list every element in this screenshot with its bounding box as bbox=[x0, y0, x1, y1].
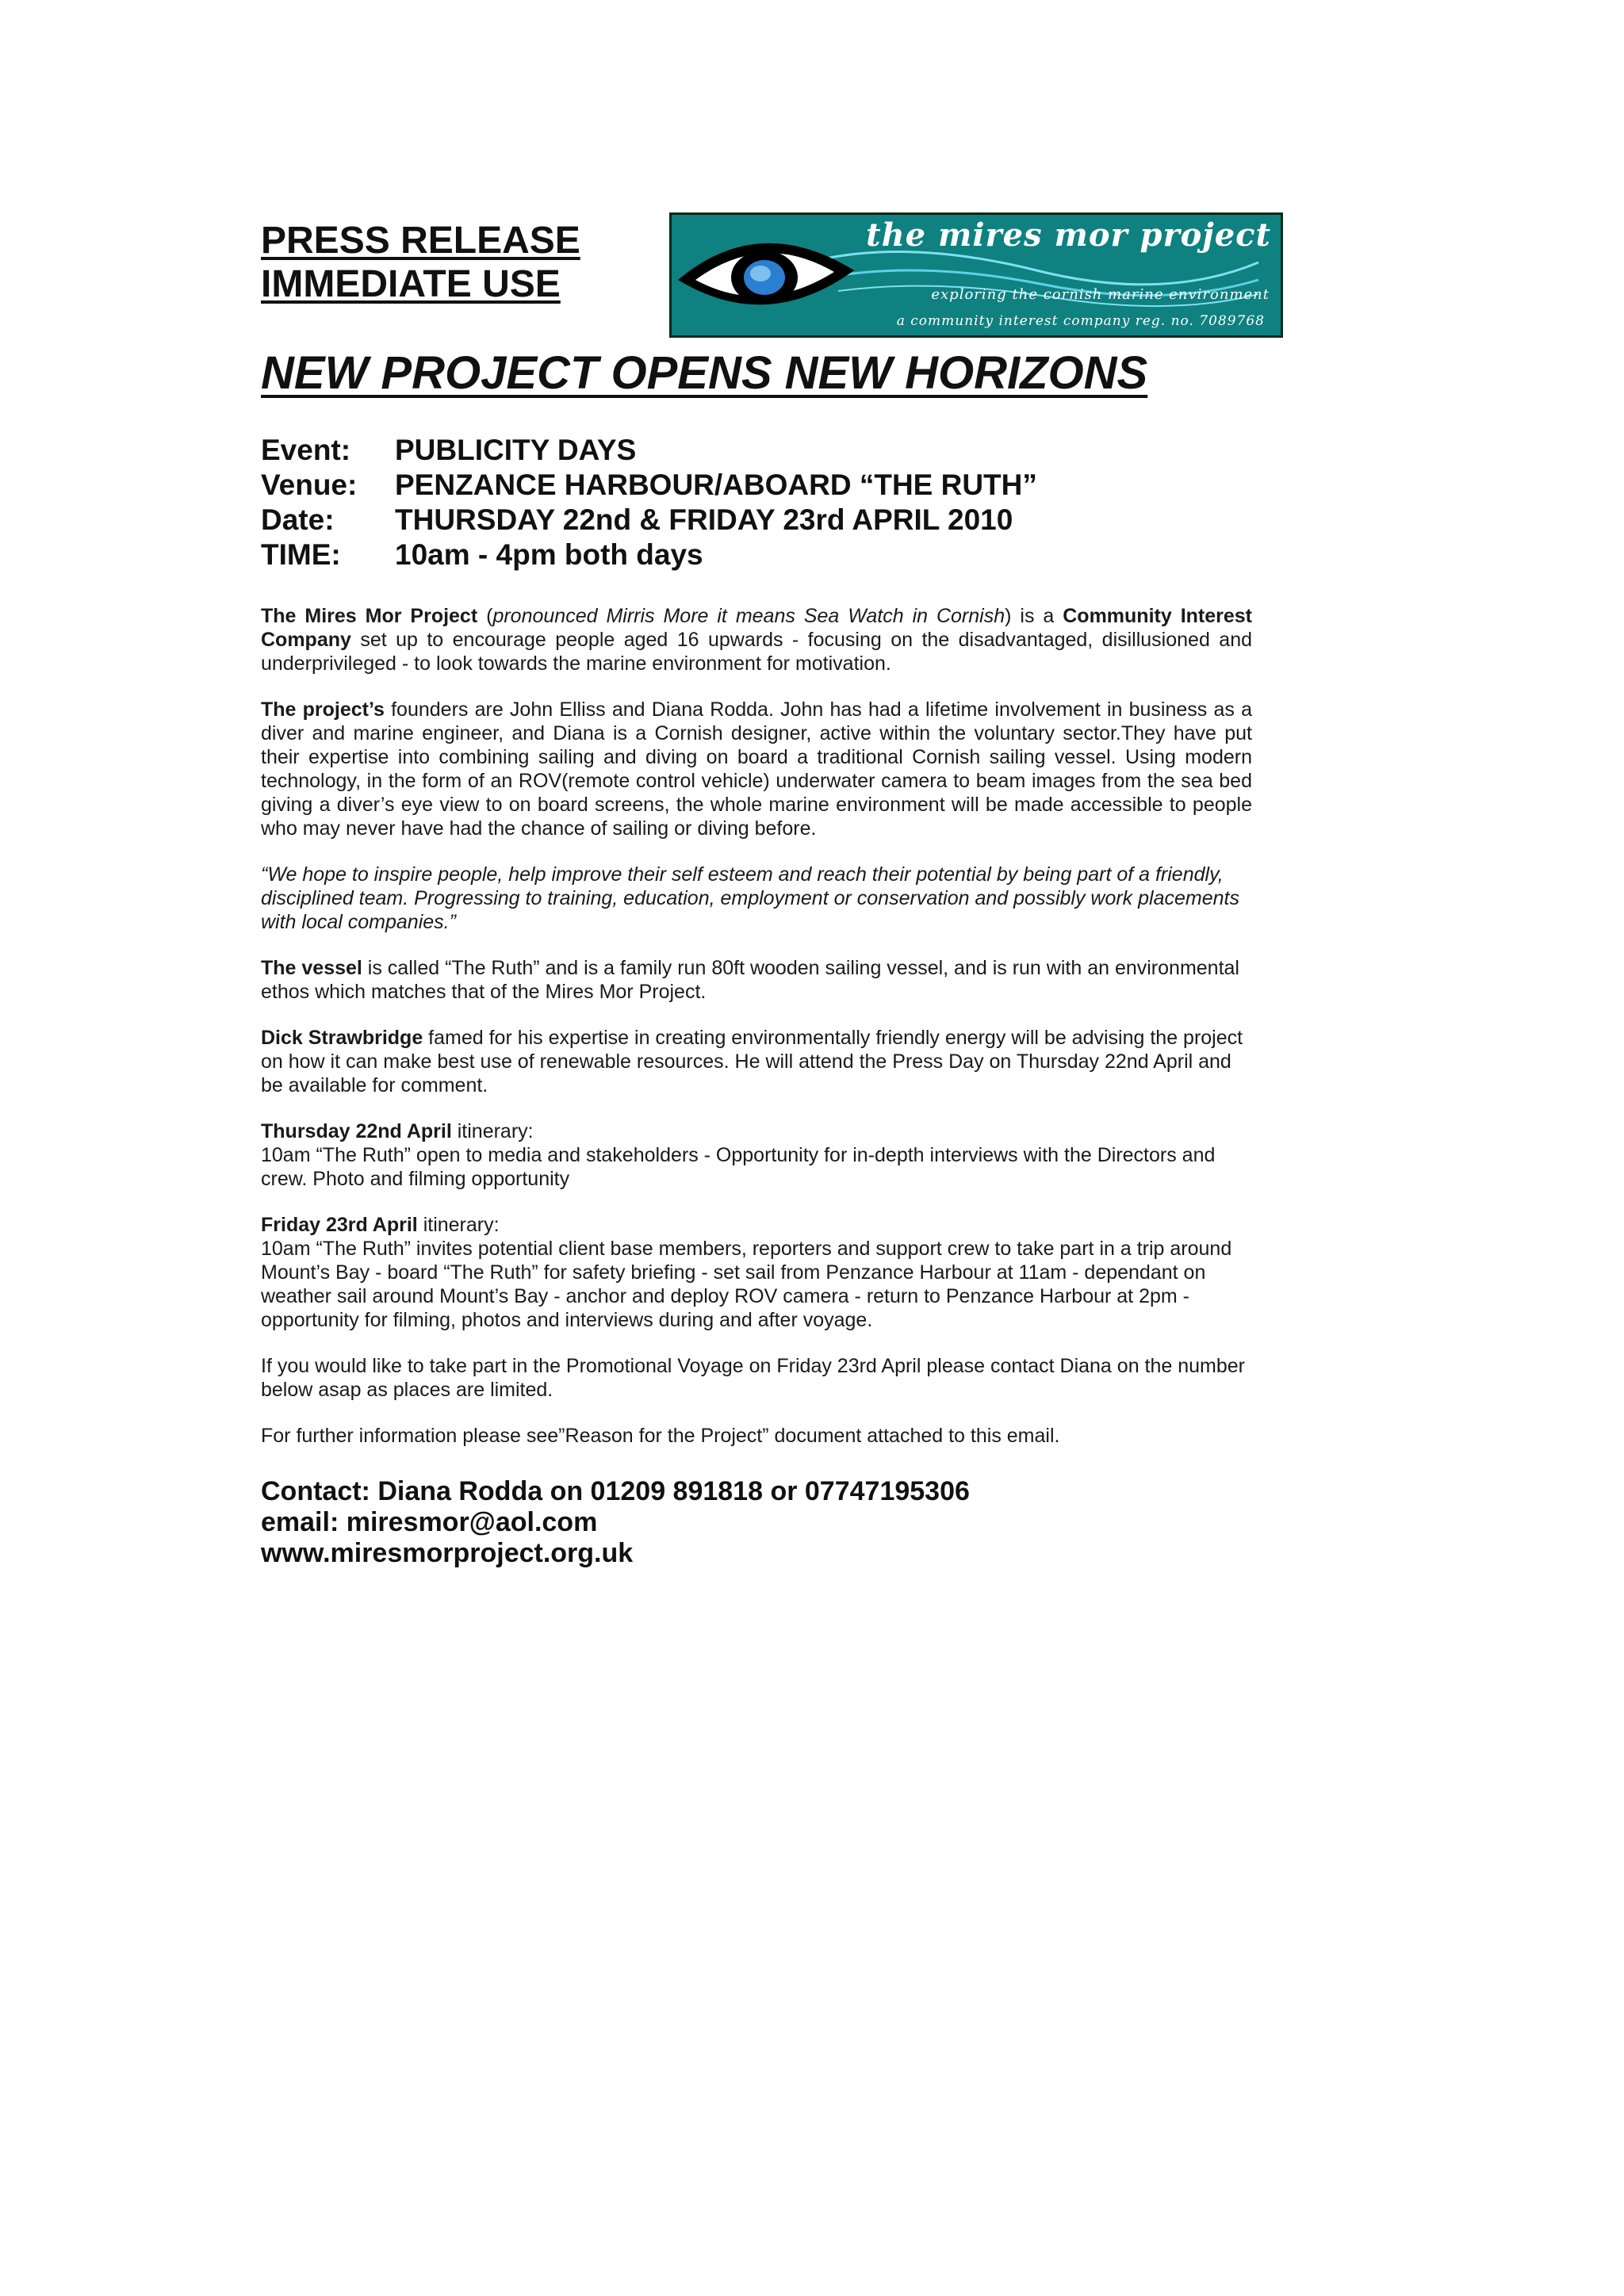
logo-company-line: a community interest company reg. no. 7089768 bbox=[896, 313, 1265, 329]
detail-value: PENZANCE HARBOUR/ABOARD “THE RUTH” bbox=[395, 469, 1037, 501]
detail-value: PUBLICITY DAYS bbox=[395, 434, 637, 466]
detail-row-date bbox=[261, 503, 1037, 538]
detail-row-time bbox=[261, 538, 1037, 572]
mires-mor-logo bbox=[669, 212, 1283, 338]
press-release-line: PRESS RELEASE bbox=[261, 220, 580, 262]
paragraph-further-info: For further information please see”Reason for the Project” document attached to this email. bbox=[261, 1425, 1060, 1447]
headline: NEW PROJECT OPENS NEW HORIZONS bbox=[261, 347, 1148, 399]
contact-website[interactable]: www.miresmorproject.org.uk bbox=[261, 1538, 634, 1568]
contact-email[interactable]: email: miresmor@aol.com bbox=[261, 1507, 598, 1537]
thursday-heading: Thursday 22nd April bbox=[261, 1120, 452, 1142]
text-run: itinerary: bbox=[451, 1120, 534, 1142]
press-release-body bbox=[261, 604, 1252, 1470]
contact-phone: Contact: Diana Rodda on 01209 891818 or 07747195306 bbox=[261, 1476, 970, 1506]
friday-heading: Friday 23rd April bbox=[261, 1214, 418, 1236]
immediate-use-line: IMMEDIATE USE bbox=[261, 263, 561, 305]
company-type: Community Interest Company bbox=[261, 605, 1253, 651]
paragraph-quote: “We hope to inspire people, help improve their self esteem and reach their potential by being part of a friendly, disciplined team. Progressing to training, education, employment or conservation and possibly work placements with local companies.” bbox=[261, 863, 1239, 933]
detail-label: Venue: bbox=[261, 469, 358, 501]
founders-lead: The project’s bbox=[261, 698, 385, 721]
paragraph-founders bbox=[261, 698, 1252, 840]
detail-value: 10am - 4pm both days bbox=[395, 538, 703, 571]
logo-title: the mires mor project bbox=[866, 216, 1271, 254]
paragraph-thursday-itinerary bbox=[261, 1119, 1252, 1191]
paragraph-dick-strawbridge bbox=[261, 1026, 1252, 1097]
detail-row-event bbox=[261, 433, 1037, 468]
thursday-details: 10am “The Ruth” open to media and stakeholders - Opportunity for in-depth interviews with the Directors and crew. Photo and filming opportunity bbox=[261, 1144, 1216, 1190]
event-details bbox=[261, 433, 1037, 572]
text-run: famed for his expertise in creating environmentally friendly energy will be advising the project on how it can make best use of renewable resources. He will attend the Press Day on Thursday 22nd April and be available for comment. bbox=[261, 1027, 1243, 1096]
friday-details: 10am “The Ruth” invites potential client base members, reporters and support crew to take part in a trip around Mount’s Bay - board “The Ruth” for safety briefing - set sail from Penzance Harbour at 11am - dependant on weather sail around Mount’s Bay - anchor and deploy ROV camera - return to Penzance Harbour at 2pm - opportunity for filming, photos and interviews during and after voyage. bbox=[261, 1238, 1232, 1331]
pronunciation-note: pronounced Mirris More it means Sea Watch in Cornish bbox=[492, 605, 1005, 627]
paragraph-friday-itinerary bbox=[261, 1213, 1252, 1332]
text-run: founders are John Elliss and Diana Rodda. John has had a lifetime involvement in business as a diver and marine engineer, and Diana is a Cornish designer, active within the voluntary sector.They have put their expertise into combining sailing and diving on board a traditional Cornish sailing vessel. Using modern technology, in the form of an ROV(remote control vehicle) underwater camera to beam images from the sea bed giving a diver’s eye view to on board screens, the whole marine environment will be made accessible to people who may never have had the chance of sailing or diving before. bbox=[261, 698, 1252, 840]
text-run: ) is a bbox=[1005, 605, 1063, 627]
text-run: is called “The Ruth” and is a family run 80ft wooden sailing vessel, and is run with an environmental ethos which matches that of the Mires Mor Project. bbox=[261, 957, 1239, 1003]
text-run: ( bbox=[477, 605, 493, 627]
paragraph-voyage-contact: If you would like to take part in the Promotional Voyage on Friday 23rd April please contact Diana on the number below asap as places are limited. bbox=[261, 1355, 1246, 1401]
logo-tagline: exploring the cornish marine environment bbox=[931, 286, 1270, 303]
contact-block bbox=[261, 1476, 970, 1569]
project-name: The Mires Mor Project bbox=[261, 605, 478, 627]
detail-label: Event: bbox=[261, 434, 351, 466]
detail-label: Date: bbox=[261, 503, 335, 536]
vessel-lead: The vessel bbox=[261, 957, 362, 979]
paragraph-vessel bbox=[261, 956, 1252, 1004]
press-release-heading bbox=[261, 219, 580, 306]
text-run: set up to encourage people aged 16 upwards - focusing on the disadvantaged, disillusioned and underprivileged - to look towards the marine environment for motivation. bbox=[261, 629, 1252, 675]
paragraph-intro bbox=[261, 604, 1252, 675]
detail-value: THURSDAY 22nd & FRIDAY 23rd APRIL 2010 bbox=[395, 503, 1013, 536]
detail-label: TIME: bbox=[261, 538, 341, 571]
text-run: itinerary: bbox=[417, 1214, 500, 1236]
detail-row-venue bbox=[261, 468, 1037, 503]
dick-strawbridge-name: Dick Strawbridge bbox=[261, 1027, 423, 1049]
